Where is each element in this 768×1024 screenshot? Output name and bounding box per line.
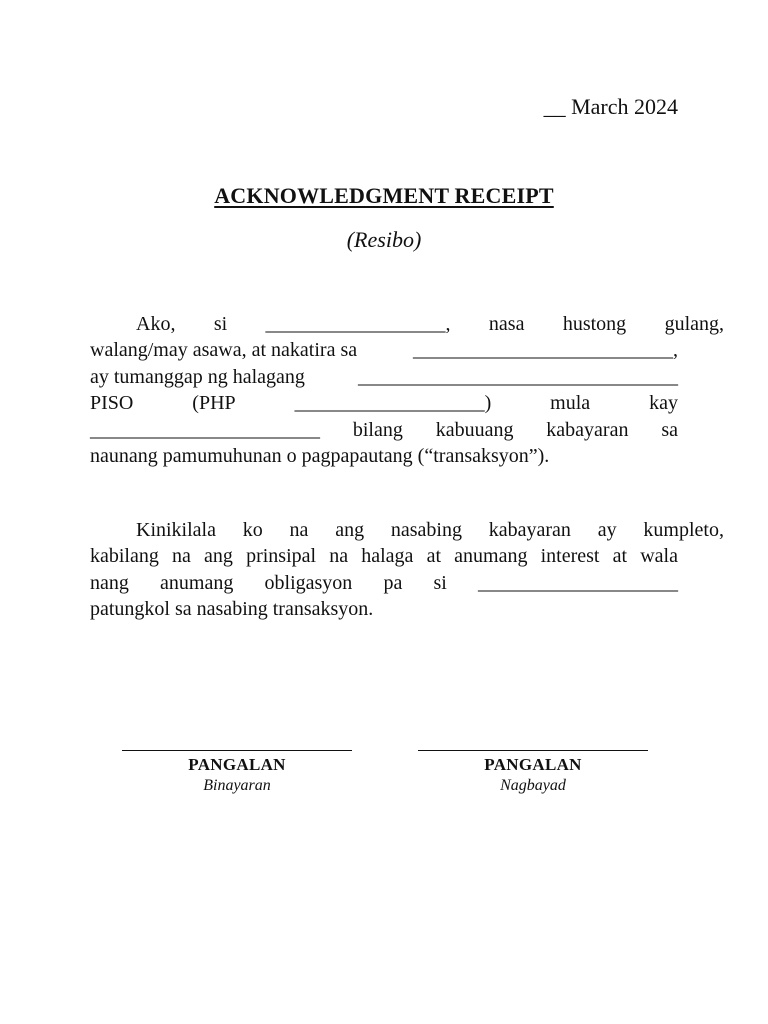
paragraph-1 <box>90 311 724 469</box>
paragraph-text: anumang <box>454 545 528 568</box>
paragraph-text: walang/may asawa, at nakatira sa <box>90 339 358 362</box>
paragraph-text: prinsipal <box>246 545 317 568</box>
paragraph-text: ang <box>335 519 365 541</box>
paragraph-text: halaga <box>361 545 414 568</box>
paragraph-text: nang <box>90 571 129 594</box>
paragraph-text: wala <box>640 545 678 568</box>
signature-line <box>122 750 352 751</box>
signature-block-payer <box>418 732 648 795</box>
paragraph-text: ________________________________ <box>358 365 678 388</box>
paragraph-text: hustong <box>562 313 627 335</box>
paragraph-text: PISO <box>90 392 134 415</box>
paragraph-text: _______________________ <box>90 418 320 441</box>
paragraph-text: naunang pamumuhunan o pagpapautang (“transaksyon”). <box>90 445 550 468</box>
signature-line <box>418 750 648 751</box>
paragraph-text: sa <box>661 418 678 441</box>
signature-role: Nagbayad <box>500 777 566 794</box>
paragraph-text: at <box>426 545 442 568</box>
paragraph-line <box>90 543 678 569</box>
paragraph-text: kabuuang <box>435 418 514 441</box>
paragraph-text: kabilang <box>90 545 159 568</box>
paragraph-text: kabayaran <box>488 519 571 541</box>
paragraph-text: anumang <box>160 571 234 594</box>
signature-name: PANGALAN <box>484 755 582 774</box>
paragraph-text: __________________, <box>265 313 451 335</box>
paragraph-text: patungkol sa nasabing transaksyon. <box>90 598 374 621</box>
paragraph-text: Ako, <box>136 313 176 335</box>
paragraph-text: Kinikilala <box>136 519 216 541</box>
document-title: ACKNOWLEDGMENT RECEIPT <box>214 183 554 208</box>
document-subtitle: (Resibo) <box>346 227 422 252</box>
paragraph-line <box>90 337 678 363</box>
paragraph-text: bilang <box>352 418 403 441</box>
paragraph-text: obligasyon <box>264 571 353 594</box>
paragraph-text: at <box>612 545 628 568</box>
paragraph-text: mula <box>550 392 591 415</box>
paragraph-text: kumpleto, <box>643 519 724 541</box>
paragraph-text: kay <box>649 392 678 415</box>
paragraph-text: na <box>289 519 309 541</box>
paragraph-line <box>90 390 678 416</box>
signature-name: PANGALAN <box>188 755 286 774</box>
paragraph-text: ko <box>242 519 263 541</box>
paragraph-line <box>90 364 678 390</box>
paragraph-text: __________________________, <box>413 339 678 362</box>
paragraph-line <box>90 596 678 622</box>
paragraph-text: kabayaran <box>546 418 629 441</box>
paragraph-line <box>90 417 678 443</box>
paragraph-text: na <box>329 545 349 568</box>
paragraph-line <box>90 311 724 337</box>
paragraph-text: na <box>172 545 191 568</box>
paragraph-line <box>90 517 724 543</box>
paragraph-text: ang <box>204 545 233 568</box>
paragraph-text: gulang, <box>664 313 724 335</box>
paragraph-text: ay tumanggap ng halagang <box>90 365 305 388</box>
paragraph-text: si <box>433 571 447 594</box>
paragraph-text: interest <box>540 545 600 568</box>
document-date: __ March 2024 <box>543 94 678 119</box>
paragraph-2 <box>90 517 724 623</box>
paragraph-text: pa <box>383 571 403 594</box>
paragraph-text: ___________________) <box>294 392 492 415</box>
paragraph-text: ____________________ <box>478 571 678 594</box>
signature-block-payee <box>122 732 352 795</box>
paragraph-text: ay <box>597 519 617 541</box>
paragraph-line <box>90 570 678 596</box>
signature-role: Binayaran <box>203 777 271 794</box>
paragraph-text: si <box>213 313 228 335</box>
paragraph-text: nasabing <box>390 519 462 541</box>
paragraph-text: (PHP <box>192 392 236 415</box>
paragraph-line <box>90 443 678 469</box>
paragraph-text: nasa <box>488 313 525 335</box>
